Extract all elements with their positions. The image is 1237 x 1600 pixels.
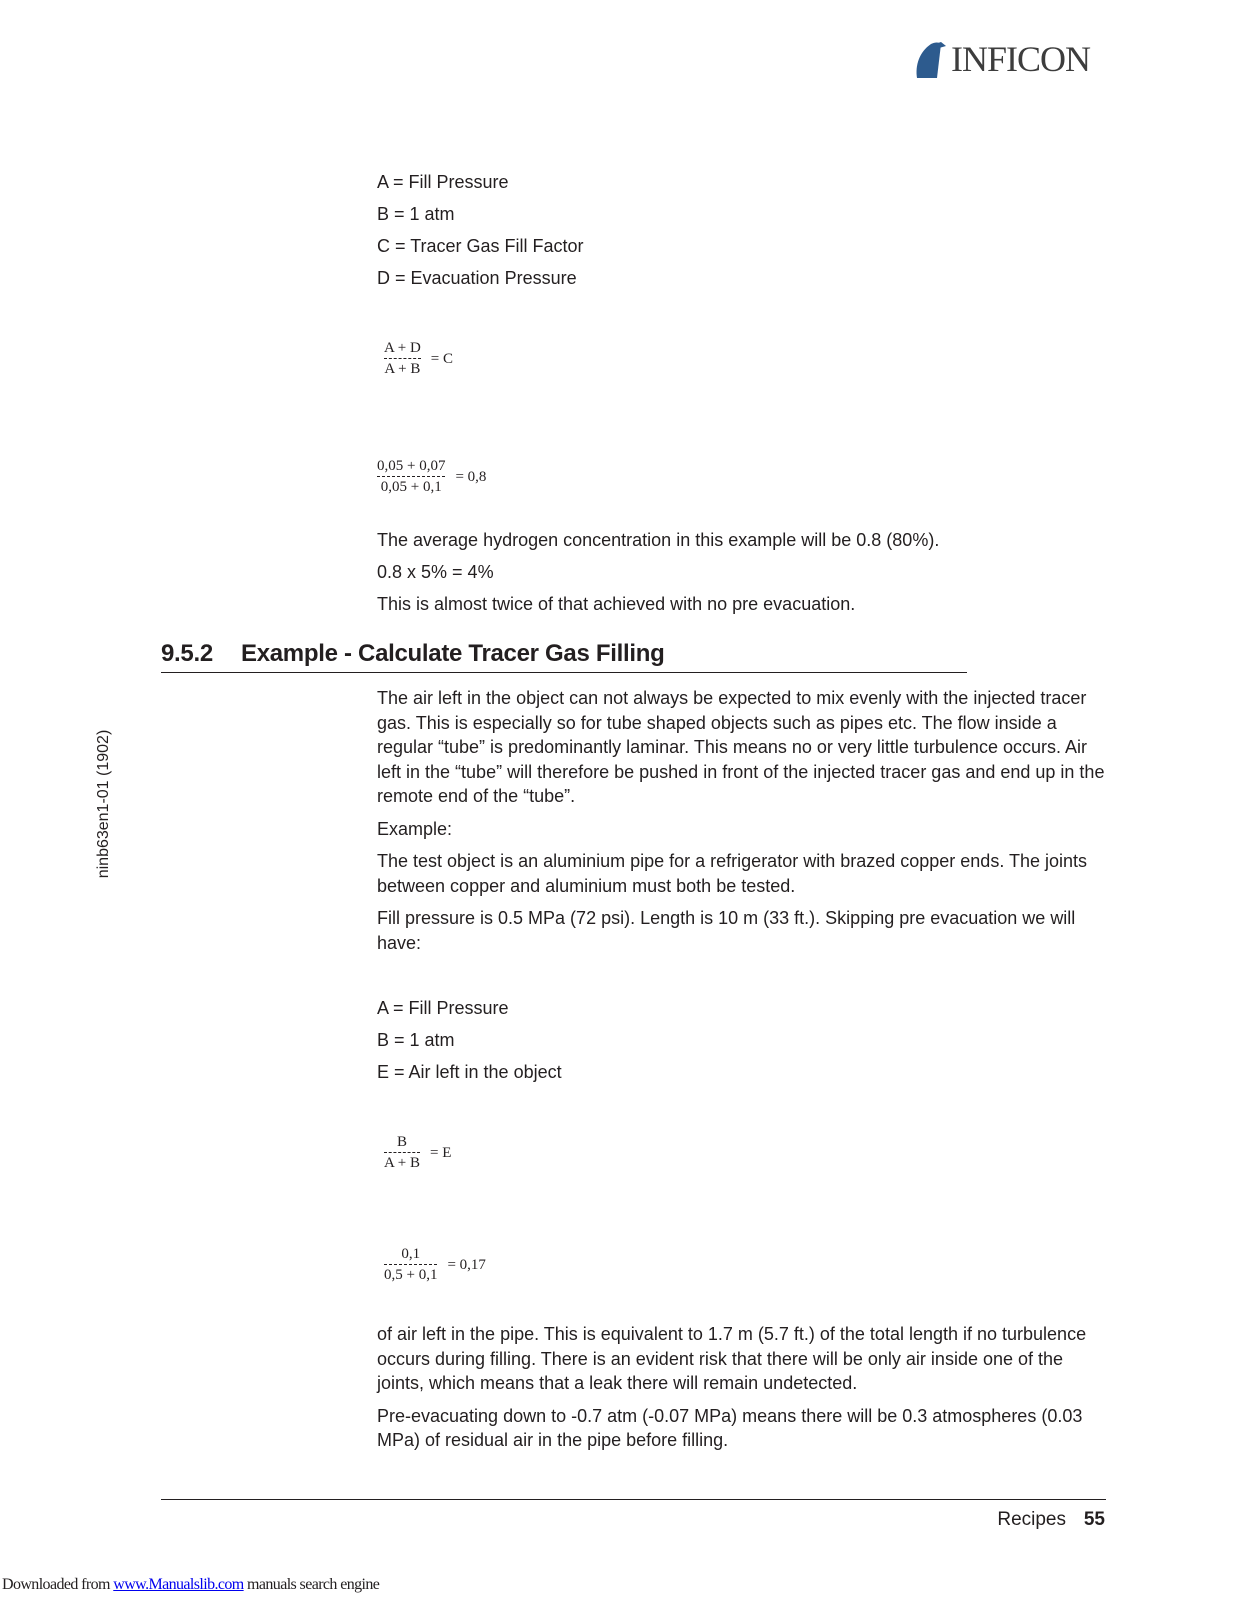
body-text: This is almost twice of that achieved with no pre evacuation. xyxy=(377,594,856,614)
section-body xyxy=(377,686,1107,955)
body-text: 0.8 x 5% = 4% xyxy=(377,562,494,582)
formula-result: = E xyxy=(429,1144,452,1161)
definition-item: A = Fill Pressure xyxy=(377,998,509,1018)
inficon-logo xyxy=(913,38,1090,80)
inficon-logo-mark-icon xyxy=(913,38,949,80)
logo-text: INFICON xyxy=(951,39,1091,79)
manualslib-link[interactable]: www.Manualslib.com xyxy=(113,1576,244,1593)
formula-numerator: 0,1 xyxy=(401,1246,421,1262)
fraction-bar xyxy=(384,1264,437,1265)
footer-page-number: 55 xyxy=(1083,1509,1105,1530)
download-suffix: manuals search engine xyxy=(243,1576,380,1593)
section-number: 9.5.2 xyxy=(161,640,213,667)
formula-denominator: 0,5 + 0,1 xyxy=(384,1267,438,1283)
formula-numerator: 0,05 + 0,07 xyxy=(377,458,446,474)
document-code: ninb63en1-01 (1902) xyxy=(95,729,112,879)
formula-fill-factor-example xyxy=(377,458,486,496)
body-paragraph: Pre-evacuating down to -0.7 atm (-0.07 MPa) means there will be 0.3 atmospheres (0.03 MPa) of residual air in the pipe before filling. xyxy=(377,1405,1083,1450)
definition-item: A = Fill Pressure xyxy=(377,172,509,192)
section-title: Example - Calculate Tracer Gas Filling xyxy=(241,640,665,667)
definition-item: D = Evacuation Pressure xyxy=(377,268,577,288)
download-prefix: Downloaded from xyxy=(2,1576,114,1593)
body-paragraph: The test object is an aluminium pipe for a refrigerator with brazed copper ends. The joints between copper and aluminium must both be tested. xyxy=(377,851,1088,896)
formula-denominator: A + B xyxy=(384,1155,420,1171)
formula-air-left xyxy=(384,1134,451,1172)
formula-denominator: A + B xyxy=(384,361,421,377)
formula-denominator: 0,05 + 0,1 xyxy=(380,479,442,495)
footer-divider xyxy=(161,1499,1106,1500)
definition-item: E = Air left in the object xyxy=(377,1062,562,1082)
definition-item: C = Tracer Gas Fill Factor xyxy=(377,236,584,256)
fraction-bar xyxy=(377,476,445,477)
formula-air-left-example xyxy=(384,1246,486,1284)
formula-result: = 0,8 xyxy=(455,468,487,485)
body-paragraph: Example: xyxy=(377,818,453,839)
formula-result: = C xyxy=(430,350,454,367)
body-text: The average hydrogen concentration in this example will be 0.8 (80%). xyxy=(377,530,940,550)
fraction-bar xyxy=(384,358,421,359)
formula-numerator: B xyxy=(396,1134,407,1150)
body-paragraph: of air left in the pipe. This is equivalent to 1.7 m (5.7 ft.) of the total length if no turbulence occurs during filling. There is an evident risk that there will be only air inside one of the joints, which means that a leak there will remain undetected. xyxy=(377,1324,1087,1393)
body-paragraph: Fill pressure is 0.5 MPa (72 psi). Length is 10 m (33 ft.). Skipping pre evacuation we will have: xyxy=(377,908,1076,953)
fraction-bar xyxy=(384,1152,420,1153)
formula-fill-factor xyxy=(384,340,453,378)
body-paragraph: The air left in the object can not always be expected to mix evenly with the injected tracer gas. This is especially so for tube shaped objects such as pipes etc. The flow inside a regular “tube” is predominantly laminar. This means no or very little turbulence occurs. Air left in the “tube” will therefore be pushed in front of the injected tracer gas and end up in the remote end of the “tube”. xyxy=(377,688,1105,806)
formula-result: = 0,17 xyxy=(447,1256,486,1273)
definition-item: B = 1 atm xyxy=(377,204,455,224)
definition-item: B = 1 atm xyxy=(377,1030,455,1050)
formula-numerator: A + D xyxy=(384,340,421,356)
conclusion-body xyxy=(377,1322,1107,1453)
download-banner xyxy=(2,1576,379,1594)
footer-section-name: Recipes xyxy=(997,1509,1066,1530)
section-heading xyxy=(161,640,967,673)
